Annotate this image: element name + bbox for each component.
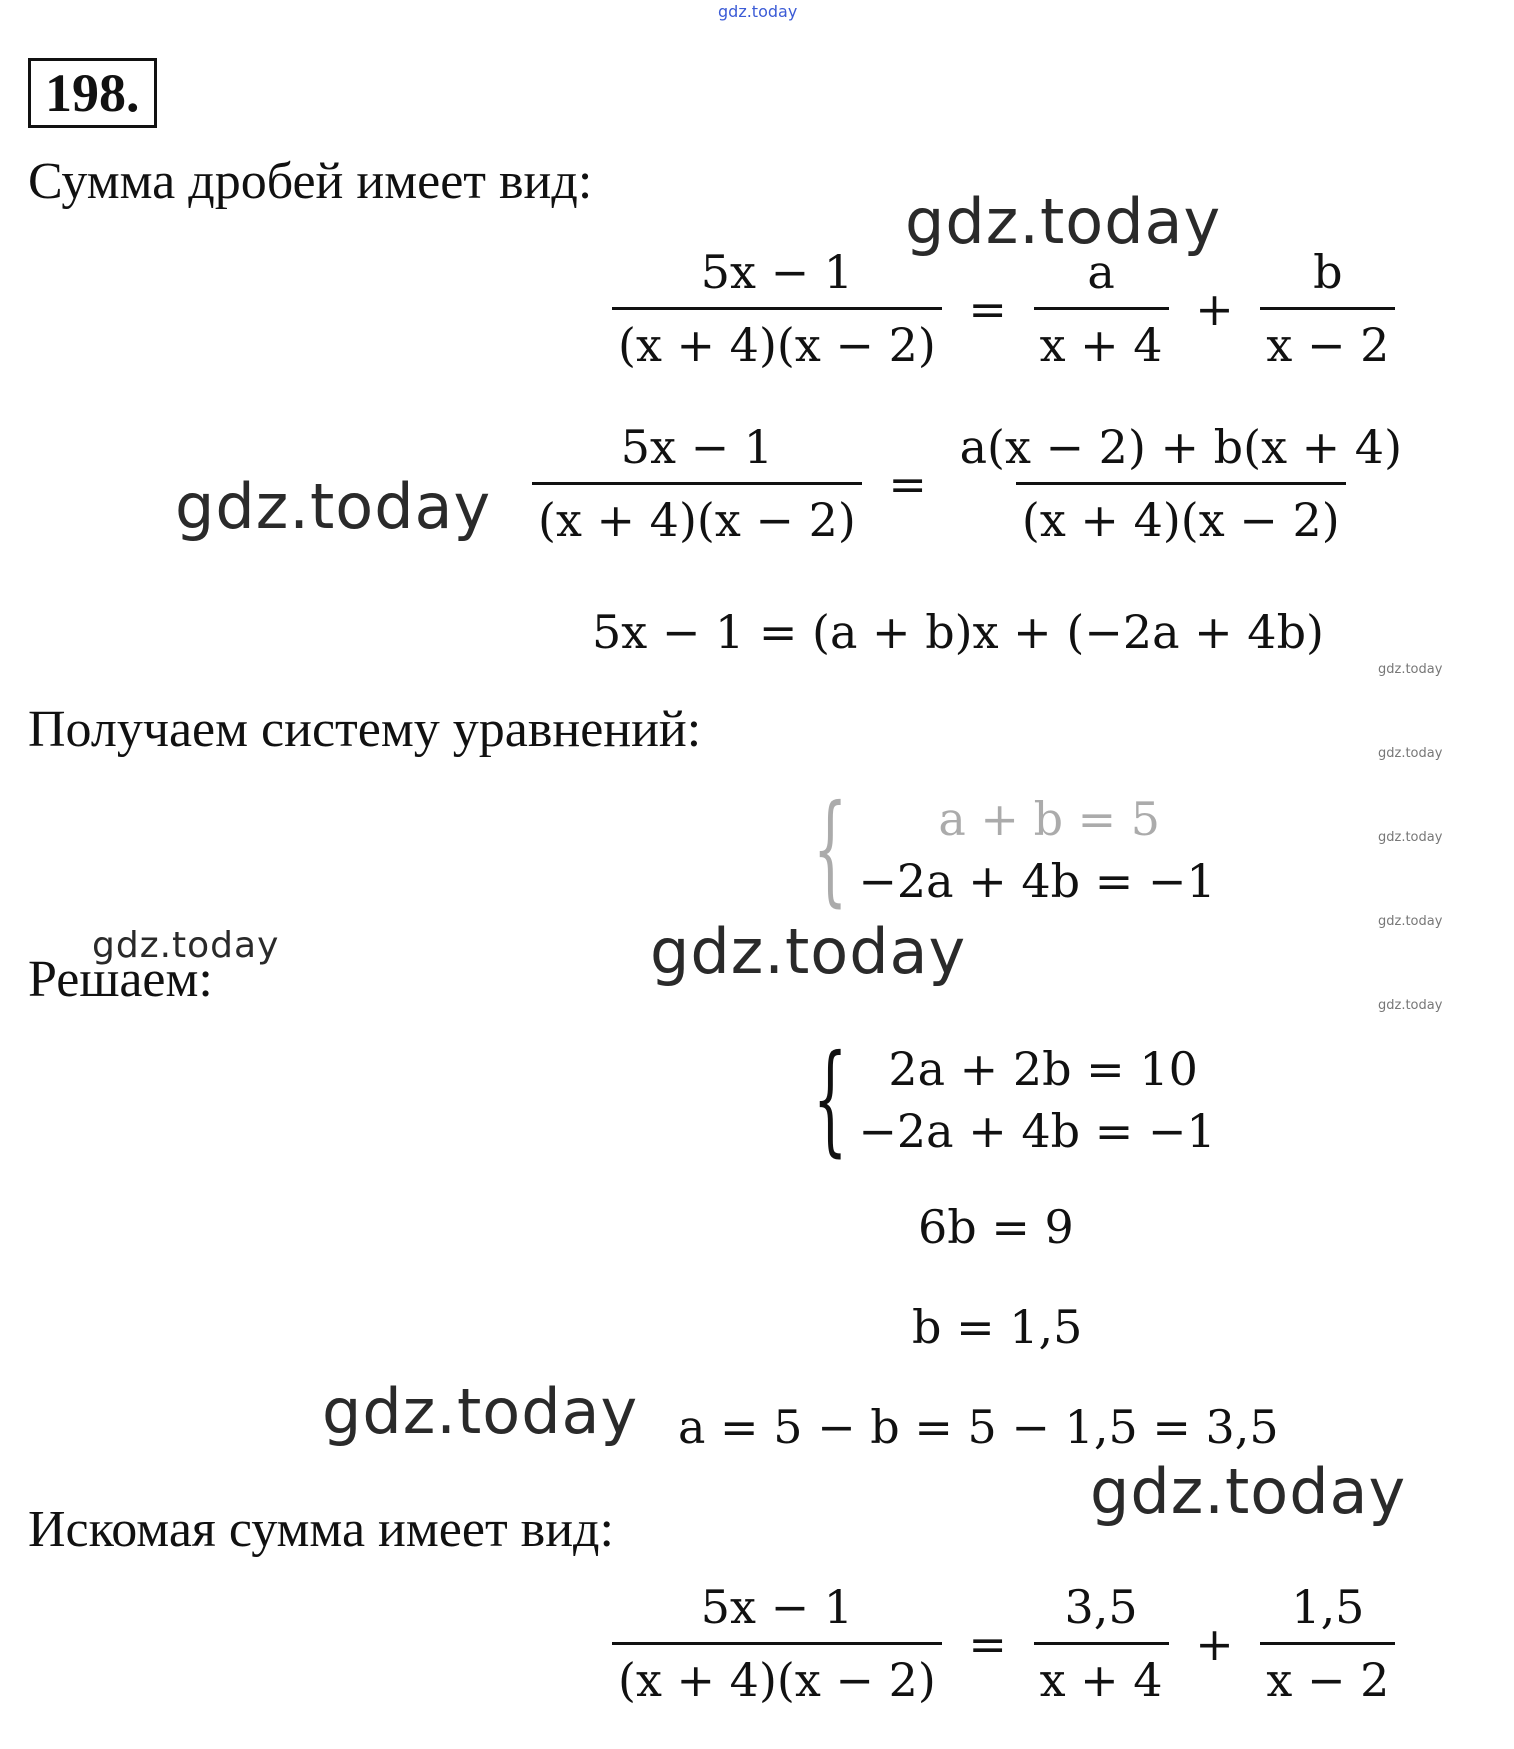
step-2: b = 1,5 [912, 1300, 1083, 1354]
watermark: gdz.today [322, 1375, 639, 1448]
fraction-lhs [612, 1580, 942, 1707]
watermark: gdz.today [92, 925, 280, 966]
numerator: 3,5 [1064, 1580, 1138, 1634]
numerator: 5x − 1 [700, 245, 854, 299]
denominator: x + 4 [1034, 307, 1169, 372]
fraction-b [1260, 245, 1395, 372]
numerator: 5x − 1 [700, 1580, 854, 1634]
fraction-b [1260, 1580, 1395, 1707]
problem-number: 198. [28, 58, 157, 128]
final-intro-text: Искомая сумма имеет вид: [28, 1501, 614, 1558]
system-intro-text: Получаем систему уравнений: [28, 701, 702, 758]
fraction-a [1034, 1580, 1169, 1707]
watermark-small: gdz.today [1378, 998, 1443, 1013]
numerator: b [1313, 245, 1343, 299]
denominator: x + 4 [1034, 1642, 1169, 1707]
watermark-small: gdz.today [1378, 746, 1443, 761]
numerator: 1,5 [1291, 1580, 1365, 1634]
system-row: −2a + 4b = −1 [858, 854, 1216, 908]
watermark: gdz.today [650, 915, 967, 988]
system-row: 2a + 2b = 10 [888, 1042, 1198, 1096]
numerator: a(x − 2) + b(x + 4) [959, 420, 1403, 474]
numerator: a [1087, 245, 1115, 299]
system-row: −2a + 4b = −1 [858, 1104, 1216, 1158]
watermark: gdz.today [1090, 1455, 1407, 1528]
system-1 [792, 780, 1216, 919]
denominator: x − 2 [1260, 1642, 1395, 1707]
fraction-lhs [612, 245, 942, 372]
watermark: gdz.today [905, 185, 1222, 258]
equation-final: $\frac{5x - 1}{(x + 4)(x - 2)}$ = $\frac{3,5}{x + 4}$ + $\frac{1,5}{x - 2}$ [612, 1580, 1395, 1707]
step-1: 6b = 9 [918, 1200, 1074, 1254]
step-3: a = 5 − b = 5 − 1,5 = 3,5 [678, 1400, 1279, 1454]
watermark-top: gdz.today [718, 2, 798, 21]
solve-text: Решаем: [28, 951, 213, 1008]
brace: { [812, 1030, 848, 1169]
denominator: (x + 4)(x − 2) [532, 482, 862, 547]
watermark: gdz.today [175, 470, 492, 543]
fraction-rhs [954, 420, 1408, 547]
equation-3: 5x − 1 = (a + b)x + (−2a + 4b) [592, 605, 1324, 659]
watermark-small: gdz.today [1378, 662, 1443, 677]
system-2 [792, 1030, 1216, 1169]
watermark-small: gdz.today [1378, 914, 1443, 929]
fraction-lhs [532, 420, 862, 547]
intro-text: Сумма дробей имеет вид: [28, 153, 593, 210]
denominator: (x + 4)(x − 2) [612, 307, 942, 372]
brace: { [812, 780, 848, 919]
numerator: 5x − 1 [620, 420, 774, 474]
equation-1: $\frac{5x - 1}{(x + 4)(x - 2)}$ = $\frac{a}{x + 4}$ + $\frac{b}{x - 2}$ [612, 245, 1395, 372]
system-row: a + b = 5 [938, 792, 1161, 846]
fraction-a [1034, 245, 1169, 372]
denominator: x − 2 [1260, 307, 1395, 372]
denominator: (x + 4)(x − 2) [1016, 482, 1346, 547]
equation-2: $\frac{5x - 1}{(x + 4)(x - 2)}$ = $\frac{a(x - 2) + b(x + 4)}{(x + 4)(x - 2)}$ [532, 420, 1408, 547]
denominator: (x + 4)(x − 2) [612, 1642, 942, 1707]
watermark-small: gdz.today [1378, 830, 1443, 845]
